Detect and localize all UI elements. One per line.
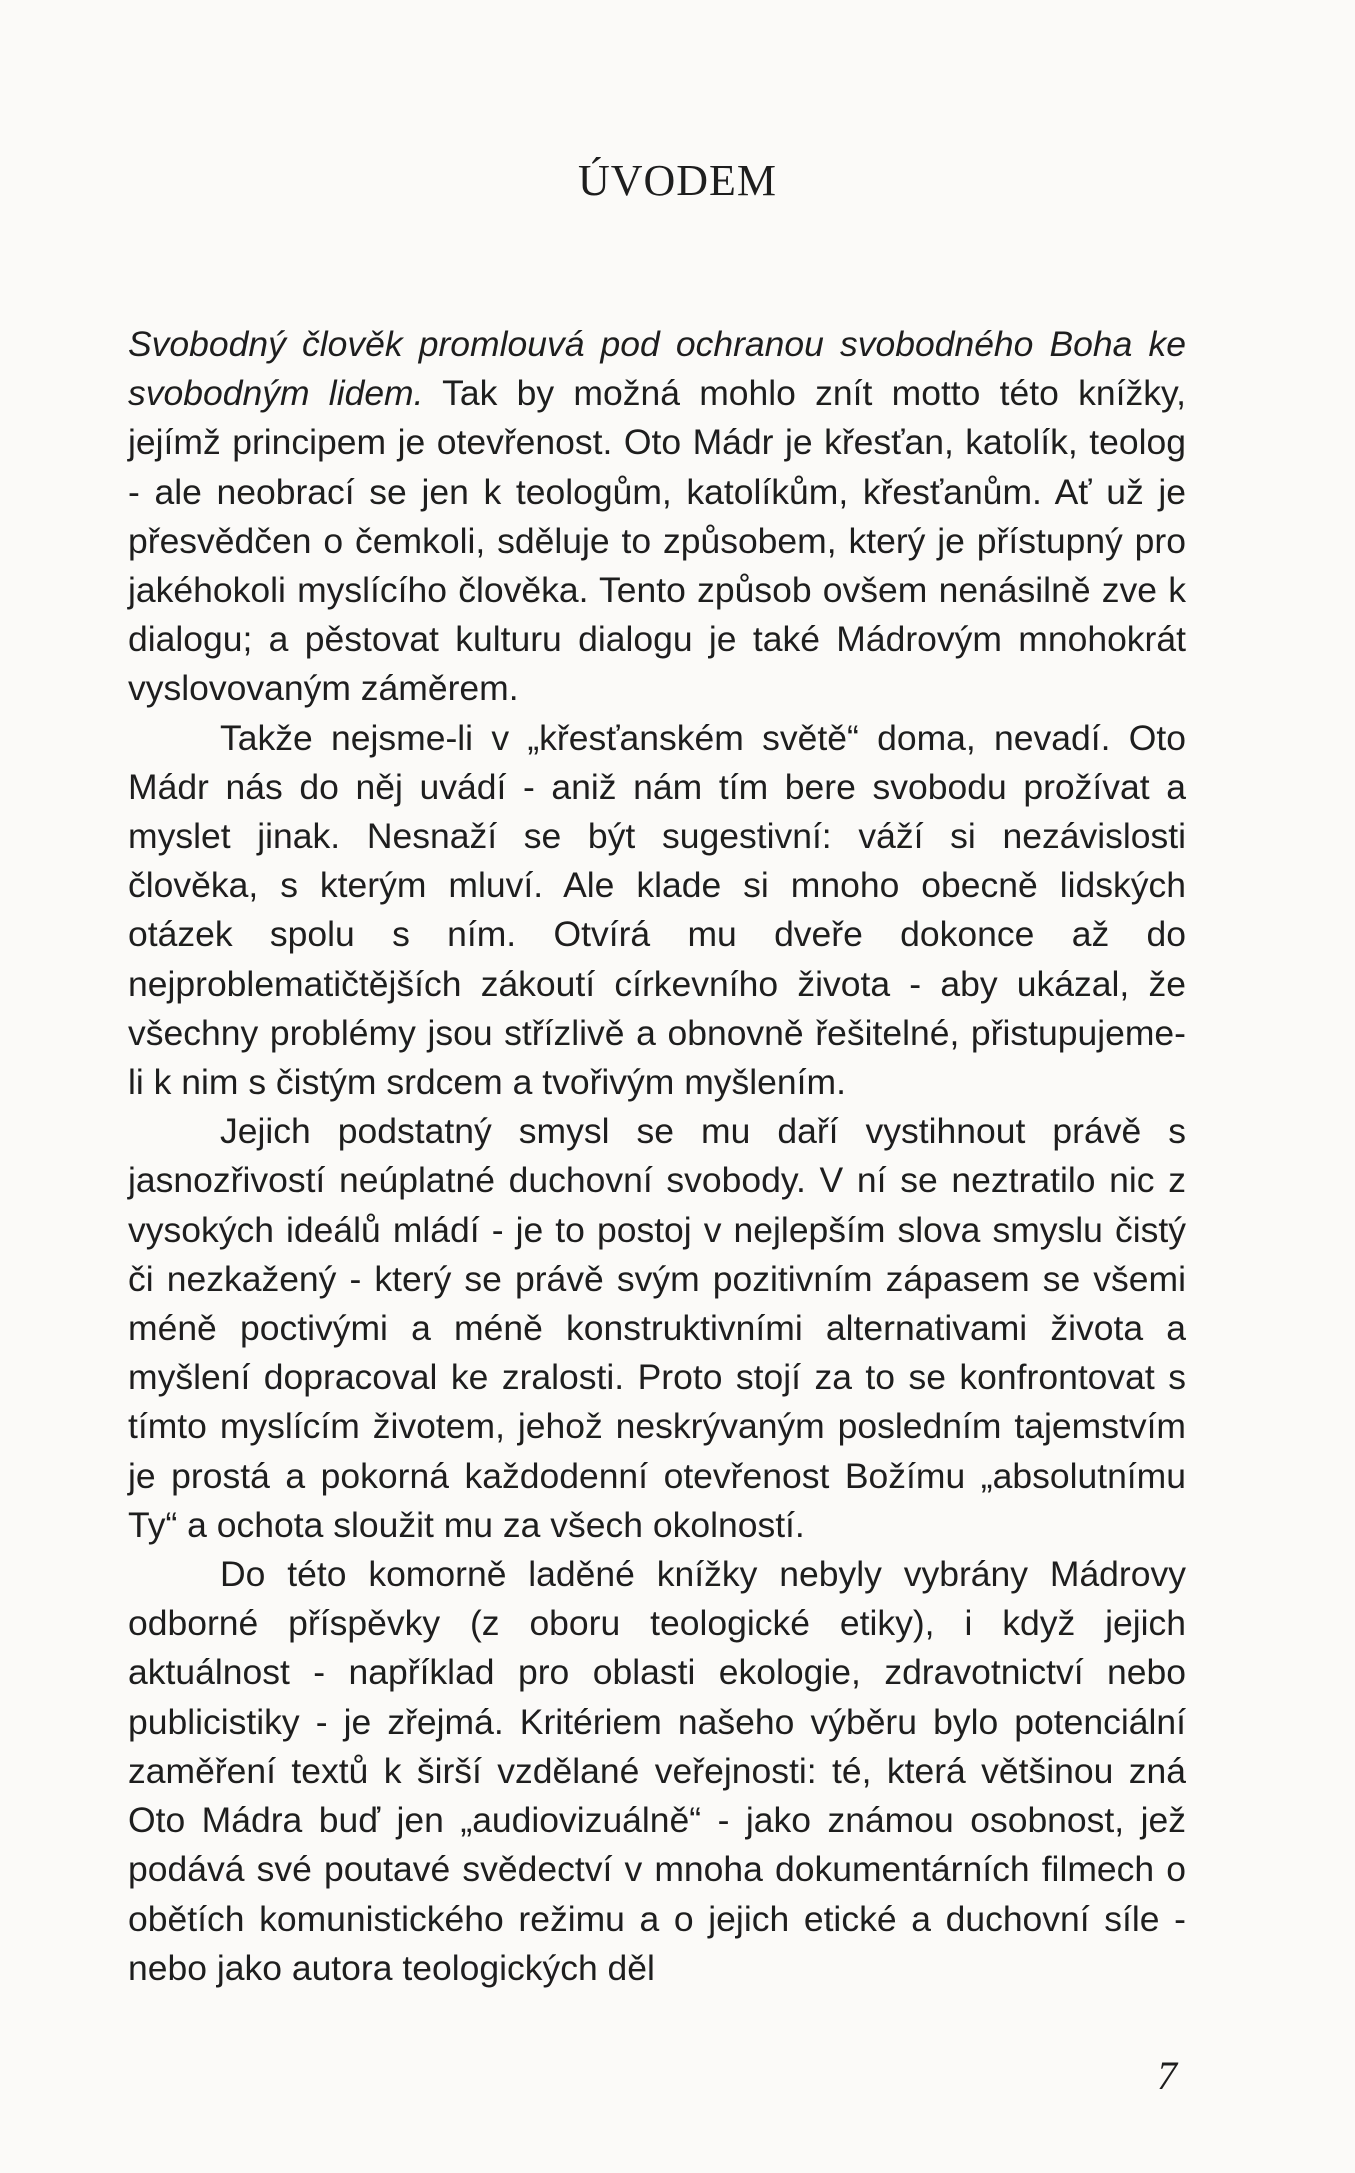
- paragraph-4: Do této komorně laděné knížky nebyly vybrány Mádrovy odborné příspěvky (z oboru teologické etiky), i když jejich aktuálnost - například pro oblasti ekologie, zdravotnictví nebo publicistiky - je zřejmá. Kritériem našeho výběru bylo potenciální zaměření textů k širší vzdělané veřejnosti: té, která většinou zná Oto Mádra buď jen „audiovizuálně“ - jako známou osobnost, jež podává své poutavé svědectví v mnoha dokumentárních filmech o obětích komunistického režimu a o jejich etické a duchovní síle - nebo jako autora teologických děl: [128, 1554, 1186, 1988]
- chapter-title: ÚVODEM: [577, 156, 778, 205]
- paragraph-2: Takže nejsme-li v „křesťanském světě“ doma, nevadí. Oto Mádr nás do něj uvádí - aniž nám tím bere svobodu prožívat a myslet jinak. Nesnaží se být sugestivní: váží si nezávislosti člověka, s kterým mluví. Ale klade si mnoho obecně lidských otázek spolu s ním. Otvírá mu dveře dokonce až do nejproblematičtějších zákoutí církevního života - aby ukázal, že všechny problémy jsou střízlivě a obnovně řešitelné, přistupujeme-li k nim s čistým srdcem a tvořivým myšlením.: [128, 717, 1186, 1103]
- page-number: 7: [1157, 2053, 1177, 2098]
- motto-italic: Svobodný člověk promlouvá pod ochranou svobodného Boha ke svobodným lidem.: [128, 324, 1186, 414]
- paragraph-1-text: Tak by možná mohlo znít motto této knížky, jejímž principem je otevřenost. Oto Mádr je křesťan, katolík, teolog - ale neobrací se jen k teologům, katolíkům, křesťanům. Ať už je přesvědčen o čemkoli, sděluje to způsobem, který je přístupný pro jakéhokoli myslícího člověka. Tento způsob ovšem nenásilně zve k dialogu; a pěstovat kulturu dialogu je také Mádrovým mnohokrát vyslovovaným záměrem.: [128, 373, 1186, 709]
- body-text: [128, 320, 1186, 1993]
- paragraph-1: [128, 320, 1186, 714]
- paragraph-3: Jejich podstatný smysl se mu daří vystihnout právě s jasnozřivostí neúplatné duchovní svobody. V ní se neztratilo nic z vysokých ideálů mládí - je to postoj v nejlepším slova smyslu čistý či nezkažený - který se právě svým pozitivním zápasem se všemi méně poctivými a méně konstruktivními alternativami života a myšlení dopracoval ke zralosti. Proto stojí za to se konfrontovat s tímto myslícím životem, jehož neskrývaným posledním tajemstvím je prostá a pokorná každodenní otevřenost Božímu „absolutnímu Ty“ a ochota sloužit mu za všech okolností.: [128, 1111, 1186, 1545]
